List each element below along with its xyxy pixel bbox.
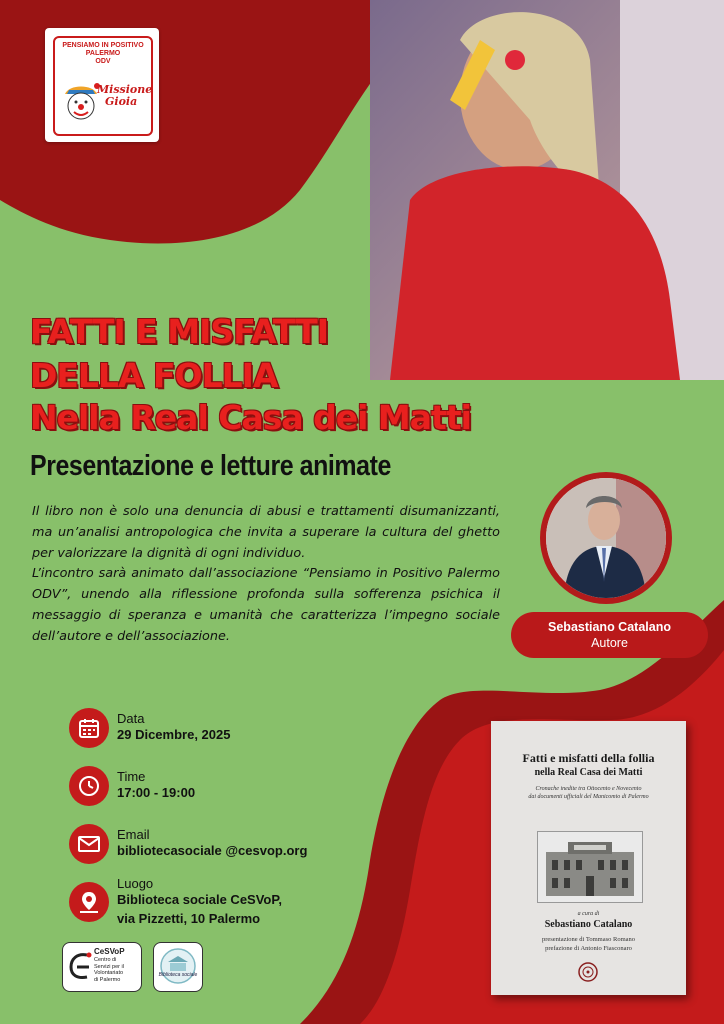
mail-icon <box>69 824 109 864</box>
description-paragraph1: Il libro non è solo una denuncia di abusi e trattamenti disumanizzanti, ma un’analisi antropologica che invita a superare la cultura del ghetto per valorizzare la dignità di ogni individuo. <box>32 504 500 561</box>
place-line1: Biblioteca sociale CeSVoP, <box>117 892 282 907</box>
cesvop-l4: di Palermo <box>94 976 121 983</box>
event-description <box>32 502 500 648</box>
cesvop-mark-icon <box>67 949 93 983</box>
book-title2: nella Real Casa dei Matti <box>534 767 643 778</box>
place-line2: via Pizzetti, 10 Palermo <box>117 911 261 926</box>
cesvop-l2: Servizi per il <box>94 963 124 970</box>
logo-line1: PENSIAMO IN POSITIVO <box>62 42 144 49</box>
book-pres2: prefazione di Antonio Fiasconaro <box>545 945 632 952</box>
book-author: Sebastiano Catalano <box>544 919 633 930</box>
cesvop-logo <box>62 942 142 992</box>
logo-name2: Gioia <box>105 95 138 108</box>
date-value: 29 Dicembre, 2025 <box>117 727 231 742</box>
description-paragraph2: L’incontro sarà animato dall’associazione “Pensiamo in Positivo Palermo ODV”, unendo alla riflessione profonda sulla sofferenza psichica il messaggio di speranza e umanità che caratterizza l’impegno sociale dell’autore e dell’associazione. <box>32 566 500 644</box>
email-value[interactable]: bibliotecasociale @cesvop.org <box>117 843 308 858</box>
title-line2: DELLA FOLLIA <box>30 356 278 395</box>
title-line3: Nella Real Casa dei Matti <box>30 398 471 437</box>
biblioteca-sociale-logo <box>153 942 203 992</box>
publisher-emblem-icon <box>577 961 599 983</box>
book-sub1: Cronache inedite tra Ottocento e Novecento <box>535 786 642 792</box>
time-label: Time <box>117 769 146 784</box>
book-building-image <box>537 831 643 903</box>
time-value: 17:00 - 19:00 <box>117 785 196 800</box>
book-subtitle <box>503 785 674 801</box>
calendar-icon <box>69 708 109 748</box>
logo-name <box>97 84 153 108</box>
clock-icon <box>69 766 109 806</box>
book-pres1: presentazione di Tommaso Romano <box>541 936 636 943</box>
missione-gioia-logo <box>45 28 159 142</box>
author-name: Sebastiano Catalano <box>548 620 671 634</box>
biblioteca-logo-icon <box>158 946 198 988</box>
title-line1: FATTI E MISFATTI <box>30 312 328 351</box>
cesvop-name: CeSVoP <box>94 947 125 956</box>
clown-icon <box>61 80 101 126</box>
date-label: Data <box>117 711 145 726</box>
book-title1: Fatti e misfatti della follia <box>522 751 655 765</box>
logo-org-text <box>57 42 149 66</box>
book-credits <box>491 935 686 953</box>
book-sub2: dai documenti ufficiali del Manicomio di Palermo <box>528 794 649 800</box>
logo-line3: ODV <box>95 58 111 65</box>
cesvop-l3: Volontariato <box>94 970 124 976</box>
author-photo <box>540 472 672 604</box>
logo-line2: PALERMO <box>85 50 121 57</box>
logo-name1: Missione <box>97 83 153 96</box>
location-pin-icon <box>69 882 109 922</box>
event-subtitle: Presentazione e letture animate <box>30 450 391 482</box>
book-cover <box>491 721 686 995</box>
book-cura: a cura di <box>577 911 600 917</box>
email-label: Email <box>117 827 150 842</box>
author-photo-inner <box>546 478 666 598</box>
author-role: Autore <box>591 636 628 650</box>
event-photo <box>370 0 724 380</box>
biblioteca-logo-text: Biblioteca sociale <box>158 972 198 978</box>
cesvop-tagline <box>94 957 124 983</box>
author-badge <box>511 612 708 658</box>
cesvop-l1: Centro di <box>94 957 117 963</box>
place-label: Luogo <box>117 876 154 891</box>
